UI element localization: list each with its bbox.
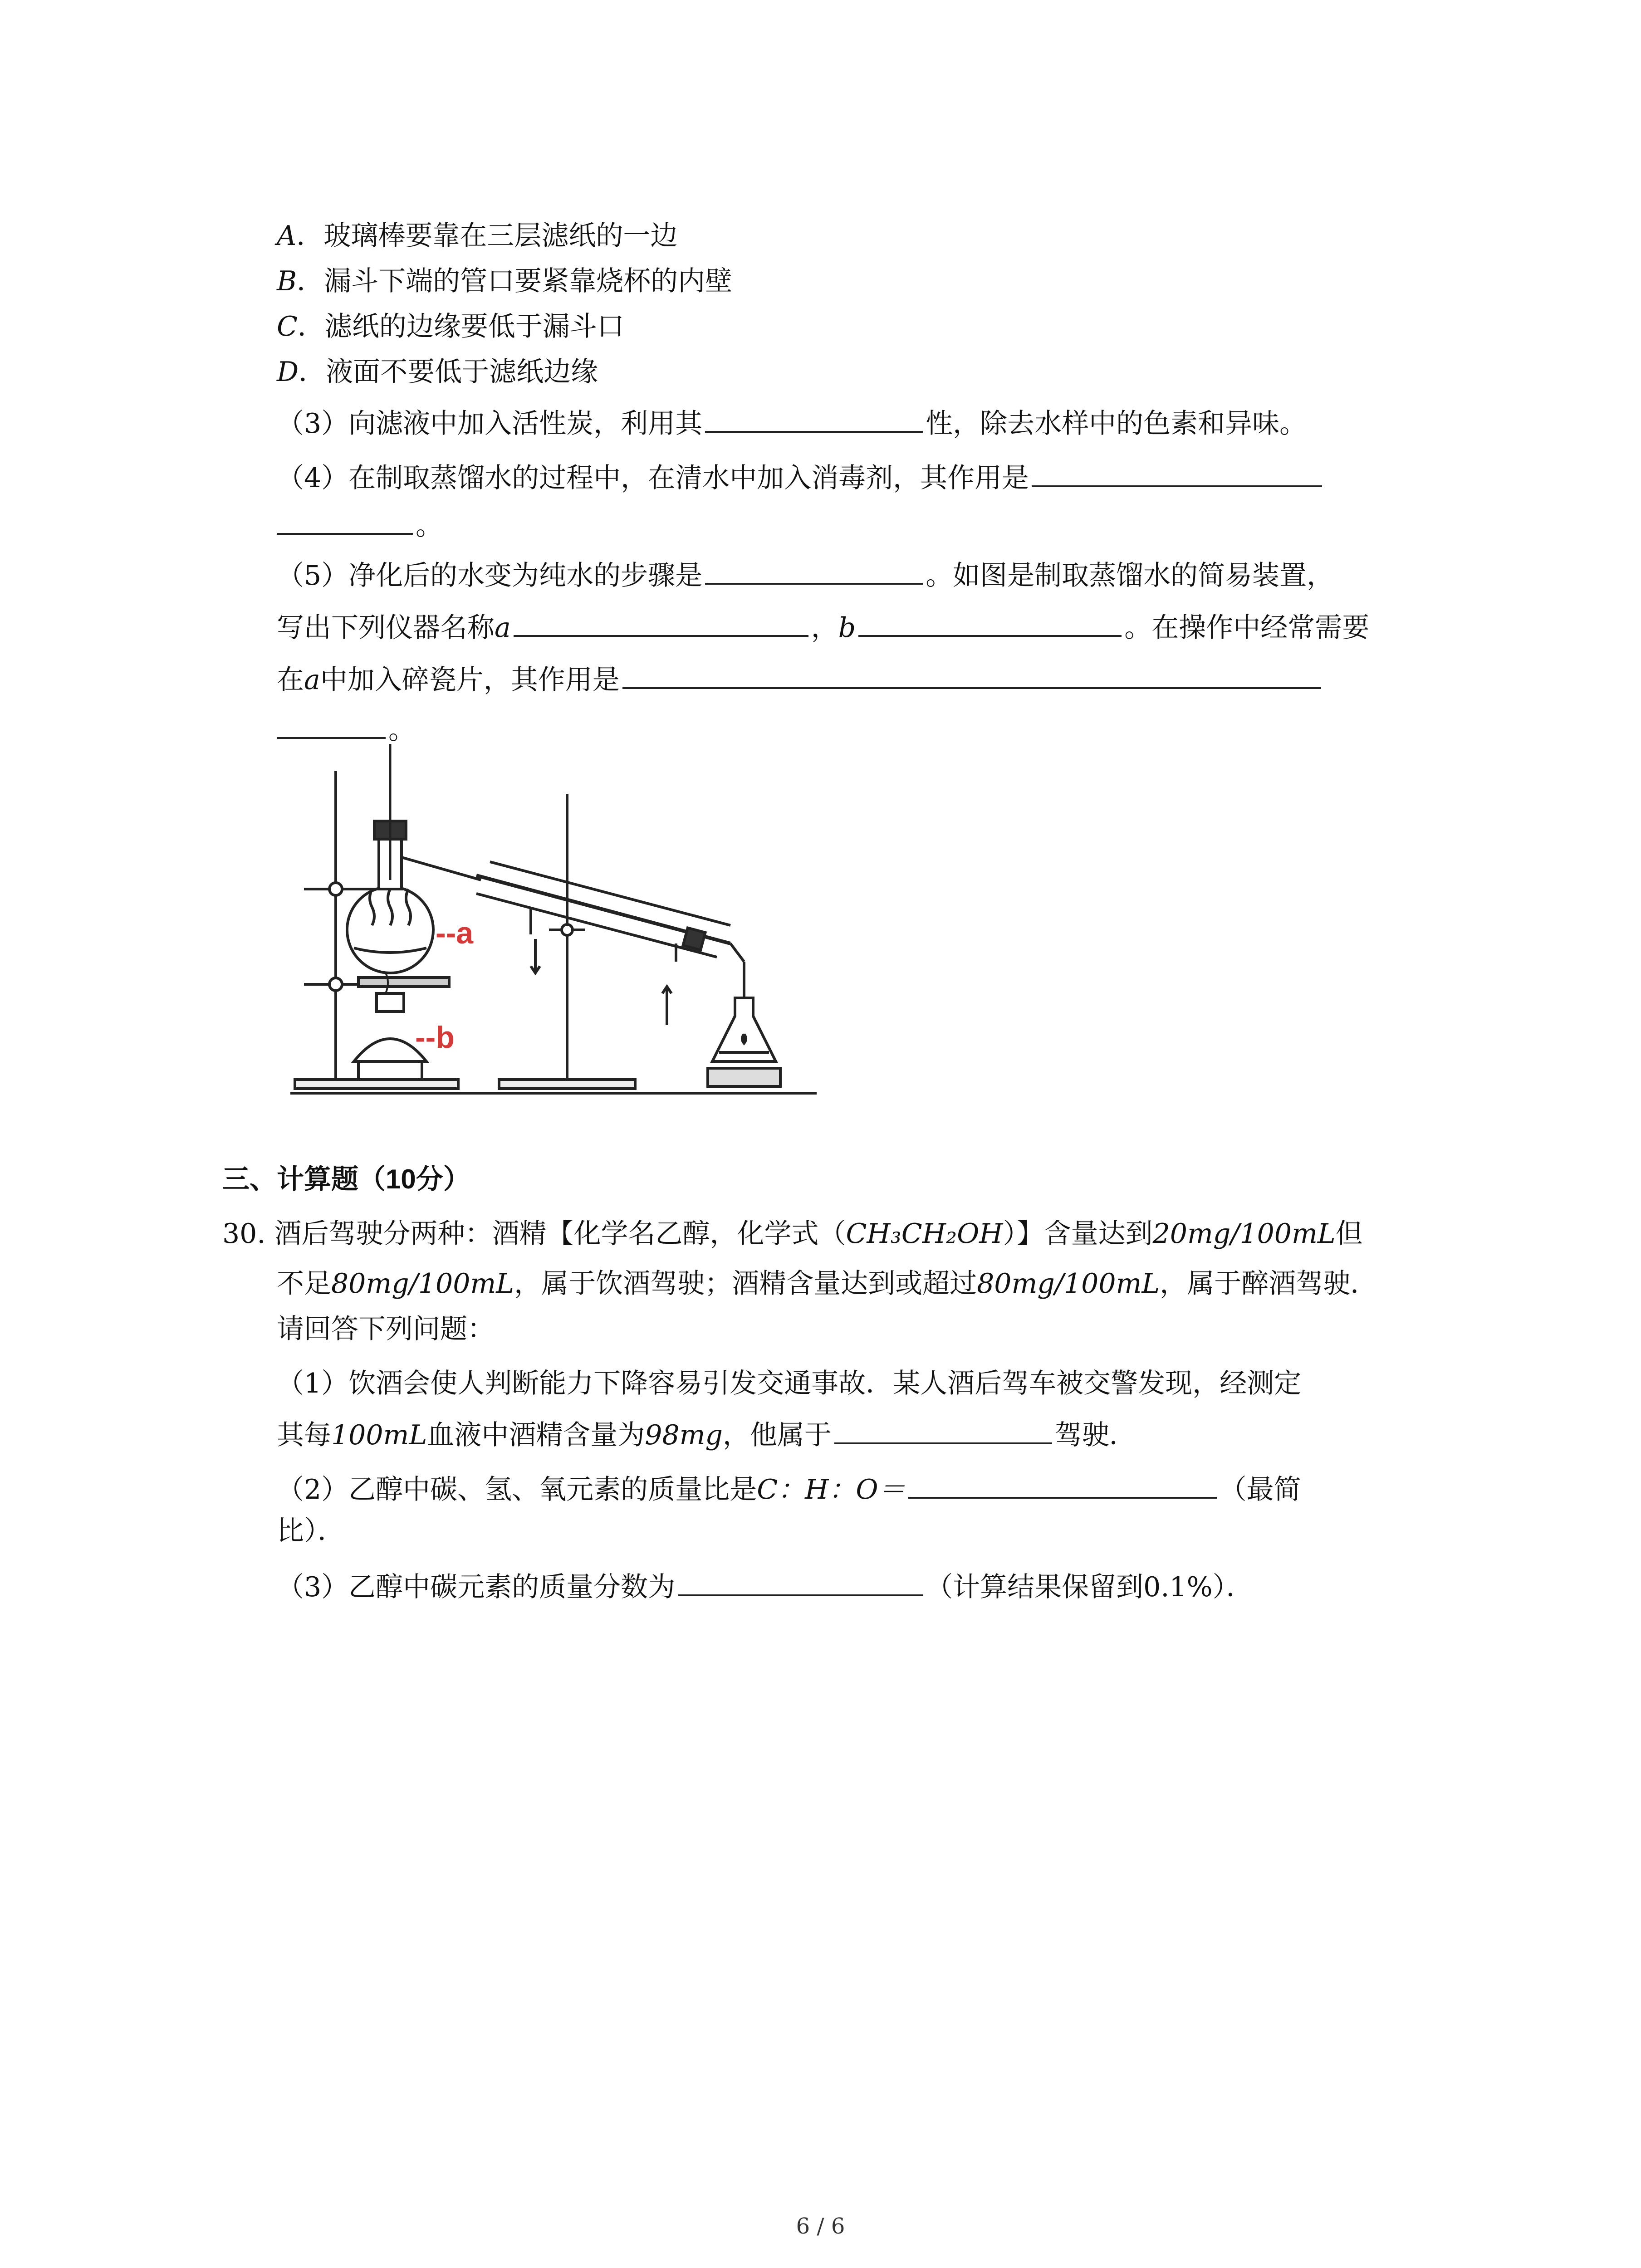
answer-blank[interactable] (277, 710, 386, 739)
answer-blank[interactable] (858, 608, 1122, 637)
question-30-line1: 30. 酒后驾驶分两种：酒精【化学名乙醇，化学式（CH₃CH₂OH）】含量达到20mg/100mL但 (222, 1218, 1363, 1250)
answer-blank[interactable] (908, 1470, 1217, 1499)
page-number: 6 / 6 (796, 2214, 845, 2239)
label-a: --a (436, 916, 474, 950)
question-5-line4: 。 (277, 710, 416, 748)
answer-blank[interactable] (277, 506, 413, 535)
answer-blank[interactable] (1032, 458, 1322, 487)
answer-blank[interactable] (834, 1415, 1052, 1444)
question-3: （3）向滤液中加入活性炭，利用其 性，除去水样中的色素和异味。 (277, 404, 1307, 442)
label-b: --b (415, 1020, 455, 1055)
question-30-sub1-line2: 其每100mL血液中酒精含量为98mg，他属于 驾驶． (277, 1415, 1136, 1453)
question-5-line1: （5）净化后的水变为纯水的步骤是 。如图是制取蒸馏水的简易装置， (277, 556, 1334, 594)
question-30-sub1-line1: （1）饮酒会使人判断能力下降容易引发交通事故．某人酒后驾车被交警发现，经测定 (277, 1368, 1302, 1399)
answer-blank[interactable] (514, 608, 808, 637)
question-4-cont: 。 (277, 506, 443, 544)
question-30-sub3: （3）乙醇中碳元素的质量分数为 （计算结果保留到0.1%）． (277, 1567, 1254, 1605)
answer-blank[interactable] (678, 1567, 923, 1596)
question-4: （4）在制取蒸馏水的过程中，在清水中加入消毒剂，其作用是 (277, 458, 1325, 496)
answer-blank[interactable] (622, 660, 1321, 689)
option-b: B．漏斗下端的管口要紧靠烧杯的内壁 (277, 265, 733, 297)
option-d: D．液面不要低于滤纸边缘 (277, 356, 598, 388)
section-title: 三、计算题（10分） (222, 1164, 470, 1194)
question-5-line3: 在a中加入碎瓷片，其作用是 (277, 660, 1324, 698)
option-a: A．玻璃棒要靠在三层滤纸的一边 (277, 220, 678, 252)
question-5-line2: 写出下列仪器名称a ，b 。在操作中经常需要 (277, 608, 1369, 646)
question-30-line3: 请回答下列问题： (277, 1313, 495, 1345)
question-30-sub2: （2）乙醇中碳、氢、氧元素的质量比是C：H：O＝ （最简 (277, 1470, 1301, 1508)
answer-blank[interactable] (705, 556, 923, 585)
answer-blank[interactable] (705, 404, 923, 433)
question-30-line2: 不足80mg/100mL，属于饮酒驾驶；酒精含量达到或超过80mg/100mL，属于醉酒驾驶． (277, 1268, 1378, 1300)
distillation-apparatus-figure (277, 744, 821, 1098)
option-c: C．滤纸的边缘要低于漏斗口 (277, 311, 624, 342)
question-30-sub2-cont: 比）． (277, 1515, 345, 1547)
